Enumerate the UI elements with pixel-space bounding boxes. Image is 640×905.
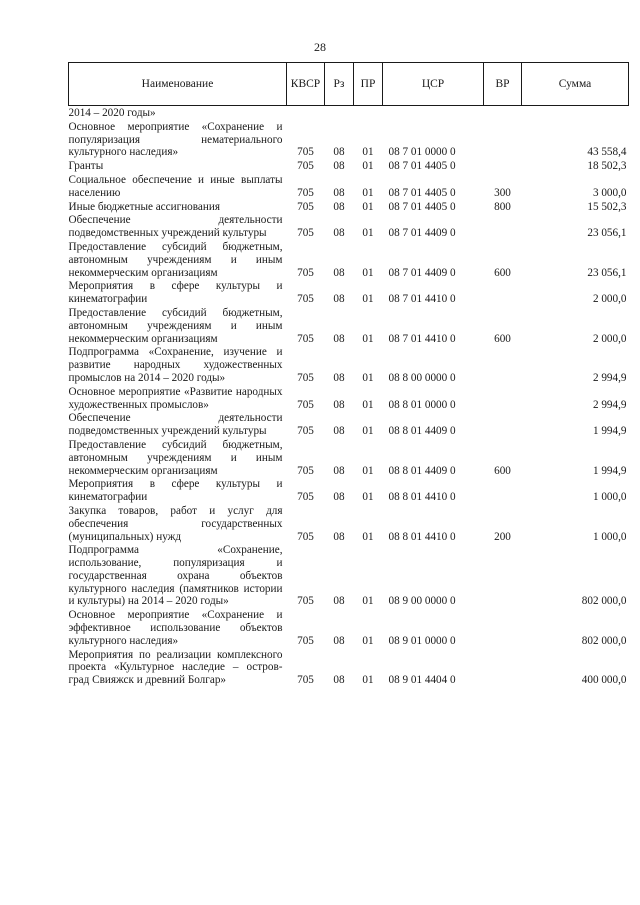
cell-name: Гранты <box>68 160 104 173</box>
table-row <box>69 345 629 384</box>
cell-csr: 08 7 01 4410 0 <box>388 293 456 306</box>
table-row <box>69 306 629 345</box>
cell-kvsr: 705 <box>297 371 314 384</box>
cell-csr: 08 8 00 0000 0 <box>388 371 456 384</box>
table-row <box>69 411 629 438</box>
cell-csr: 08 9 01 4404 0 <box>388 674 456 687</box>
cell-sum: 1 994,9 <box>592 464 627 477</box>
cell-pr: 01 <box>362 200 374 213</box>
cell-sum: 3 000,0 <box>592 186 627 199</box>
cell-vr <box>484 120 522 159</box>
table-row <box>69 543 629 608</box>
cell-rz: 08 <box>333 674 345 687</box>
cell-csr: 08 9 00 0000 0 <box>388 595 456 608</box>
cell-kvsr: 705 <box>297 491 314 504</box>
cell-kvsr: 705 <box>297 146 314 159</box>
cell-vr <box>484 159 522 173</box>
column-header-vr: ВР <box>484 63 522 106</box>
cell-csr: 08 7 01 4405 0 <box>388 186 456 199</box>
cell-kvsr: 705 <box>297 227 314 240</box>
cell-name: Иные бюджетные ассигнования <box>68 200 220 213</box>
cell-name: 2014 – 2020 годы» <box>68 107 156 119</box>
cell-rz: 08 <box>333 200 345 213</box>
cell-kvsr: 705 <box>297 160 314 173</box>
cell-name: Закупка товаров, работ и услуг для обеспечения государственных (муниципальных) нужд <box>68 504 283 543</box>
cell-kvsr: 705 <box>297 425 314 438</box>
cell-vr <box>484 279 522 306</box>
cell-csr: 08 8 01 4410 0 <box>388 491 456 504</box>
cell-rz <box>325 106 354 120</box>
cell-name: Основное мероприятие «Развитие народных художественных промыслов» <box>68 385 283 411</box>
cell-vr: 300 <box>494 186 511 199</box>
table-row <box>69 438 629 477</box>
table-row <box>69 159 629 173</box>
page-number: 28 <box>314 40 326 54</box>
cell-pr: 01 <box>362 266 374 279</box>
table-header-row <box>69 63 629 106</box>
cell-pr: 01 <box>362 491 374 504</box>
cell-rz: 08 <box>333 595 345 608</box>
cell-pr: 01 <box>362 186 374 199</box>
cell-vr: 800 <box>494 200 511 213</box>
cell-vr <box>484 477 522 504</box>
column-header-name: Наименование <box>69 63 287 106</box>
cell-name: Мероприятия в сфере культуры и кинематографии <box>68 478 283 504</box>
cell-pr: 01 <box>362 293 374 306</box>
table-body <box>69 106 629 688</box>
cell-kvsr: 705 <box>297 530 314 543</box>
cell-rz: 08 <box>333 160 345 173</box>
column-header-pr: ПР <box>354 63 383 106</box>
cell-sum <box>522 106 629 120</box>
cell-rz: 08 <box>333 293 345 306</box>
cell-kvsr <box>287 106 325 120</box>
cell-vr <box>484 106 522 120</box>
cell-sum: 23 056,1 <box>587 227 627 240</box>
cell-rz: 08 <box>333 425 345 438</box>
cell-sum: 43 558,4 <box>587 146 627 159</box>
cell-name: Обеспечение деятельности подведомственных учреждений культуры <box>68 214 283 240</box>
cell-vr <box>484 213 522 240</box>
cell-sum: 2 000,0 <box>592 332 627 345</box>
cell-rz: 08 <box>333 146 345 159</box>
cell-kvsr: 705 <box>297 293 314 306</box>
cell-vr: 600 <box>494 464 511 477</box>
table-row <box>69 477 629 504</box>
cell-sum: 15 502,3 <box>587 200 627 213</box>
table-row <box>69 213 629 240</box>
cell-kvsr: 705 <box>297 266 314 279</box>
cell-vr: 600 <box>494 266 511 279</box>
cell-sum: 802 000,0 <box>581 595 627 608</box>
cell-csr <box>383 106 484 120</box>
cell-csr: 08 8 01 4409 0 <box>388 464 456 477</box>
table-row <box>69 385 629 412</box>
cell-kvsr: 705 <box>297 634 314 647</box>
cell-name: Основное мероприятие «Сохранение и популяризация нематериального культурного наследия» <box>68 120 283 159</box>
cell-name: Мероприятия в сфере культуры и кинематографии <box>68 280 283 306</box>
cell-rz: 08 <box>333 371 345 384</box>
cell-csr: 08 7 01 4409 0 <box>388 266 456 279</box>
table-row <box>69 608 629 647</box>
cell-csr: 08 7 01 4405 0 <box>388 160 456 173</box>
column-header-rz: Рз <box>325 63 354 106</box>
cell-kvsr: 705 <box>297 200 314 213</box>
cell-name: Подпрограмма «Сохранение, использование, популяризация и государственная охрана объектов культурного наследия (памятников истории и культуры) на 2014 – 2020 годы» <box>68 544 283 608</box>
cell-vr <box>484 648 522 687</box>
table-row <box>69 504 629 543</box>
cell-name: Подпрограмма «Сохранение, изучение и развитие народных художественных промыслов на 2014 – 2020 годы» <box>68 346 283 384</box>
cell-rz: 08 <box>333 464 345 477</box>
cell-csr: 08 8 01 0000 0 <box>388 398 456 411</box>
cell-sum: 802 000,0 <box>581 634 627 647</box>
cell-rz: 08 <box>333 186 345 199</box>
cell-rz: 08 <box>333 332 345 345</box>
table-row <box>69 648 629 687</box>
cell-rz: 08 <box>333 266 345 279</box>
cell-kvsr: 705 <box>297 332 314 345</box>
cell-csr: 08 7 01 4409 0 <box>388 227 456 240</box>
cell-vr <box>484 345 522 384</box>
cell-pr: 01 <box>362 371 374 384</box>
cell-vr <box>484 608 522 647</box>
cell-pr: 01 <box>362 634 374 647</box>
cell-rz: 08 <box>333 634 345 647</box>
cell-pr: 01 <box>362 227 374 240</box>
cell-vr: 200 <box>494 530 511 543</box>
cell-csr: 08 9 01 0000 0 <box>388 634 456 647</box>
table-row <box>69 240 629 279</box>
cell-name: Обеспечение деятельности подведомственных учреждений культуры <box>68 412 283 438</box>
cell-pr <box>354 106 383 120</box>
cell-name: Основное мероприятие «Сохранение и эффективное использование объектов культурного наследия» <box>68 609 283 647</box>
cell-name: Предоставление субсидий бюджетным, автономным учреждениям и иным некоммерческим организациям <box>68 240 283 279</box>
cell-name: Мероприятия по реализации комплексного проекта «Культурное наследие – остров-град Свияжск и древний Болгар» <box>68 648 283 687</box>
cell-name: Предоставление субсидий бюджетным, автономным учреждениям и иным некоммерческим организациям <box>68 438 283 477</box>
cell-csr: 08 7 01 4410 0 <box>388 332 456 345</box>
cell-kvsr: 705 <box>297 674 314 687</box>
cell-pr: 01 <box>362 530 374 543</box>
cell-sum: 23 056,1 <box>587 266 627 279</box>
cell-csr: 08 7 01 4405 0 <box>388 200 456 213</box>
cell-kvsr: 705 <box>297 595 314 608</box>
cell-pr: 01 <box>362 146 374 159</box>
cell-rz: 08 <box>333 530 345 543</box>
table-row <box>69 120 629 159</box>
table-row <box>69 200 629 214</box>
cell-rz: 08 <box>333 491 345 504</box>
cell-sum: 1 994,9 <box>592 425 627 438</box>
cell-sum: 18 502,3 <box>587 160 627 173</box>
cell-csr: 08 8 01 4410 0 <box>388 530 456 543</box>
cell-vr: 600 <box>494 332 511 345</box>
cell-pr: 01 <box>362 464 374 477</box>
cell-csr: 08 8 01 4409 0 <box>388 425 456 438</box>
cell-vr <box>484 411 522 438</box>
table-row <box>69 106 629 120</box>
table-row <box>69 279 629 306</box>
cell-sum: 2 000,0 <box>592 293 627 306</box>
cell-sum: 1 000,0 <box>592 491 627 504</box>
cell-kvsr: 705 <box>297 398 314 411</box>
cell-kvsr: 705 <box>297 464 314 477</box>
cell-pr: 01 <box>362 332 374 345</box>
cell-pr: 01 <box>362 160 374 173</box>
column-header-csr: ЦСР <box>383 63 484 106</box>
column-header-kvsr: КВСР <box>287 63 325 106</box>
table-row <box>69 173 629 200</box>
cell-name: Предоставление субсидий бюджетным, автономным учреждениям и иным некоммерческим организациям <box>68 306 283 345</box>
cell-vr <box>484 385 522 412</box>
cell-vr <box>484 543 522 608</box>
cell-kvsr: 705 <box>297 186 314 199</box>
cell-rz: 08 <box>333 227 345 240</box>
cell-sum: 1 000,0 <box>592 530 627 543</box>
cell-name: Социальное обеспечение и иные выплаты населению <box>68 173 283 199</box>
cell-pr: 01 <box>362 398 374 411</box>
cell-pr: 01 <box>362 674 374 687</box>
cell-pr: 01 <box>362 425 374 438</box>
column-header-sum: Сумма <box>522 63 629 106</box>
cell-pr: 01 <box>362 595 374 608</box>
cell-sum: 400 000,0 <box>581 674 627 687</box>
budget-table <box>68 62 629 687</box>
cell-csr: 08 7 01 0000 0 <box>388 146 456 159</box>
cell-sum: 2 994,9 <box>592 398 627 411</box>
cell-sum: 2 994,9 <box>592 371 627 384</box>
cell-rz: 08 <box>333 398 345 411</box>
